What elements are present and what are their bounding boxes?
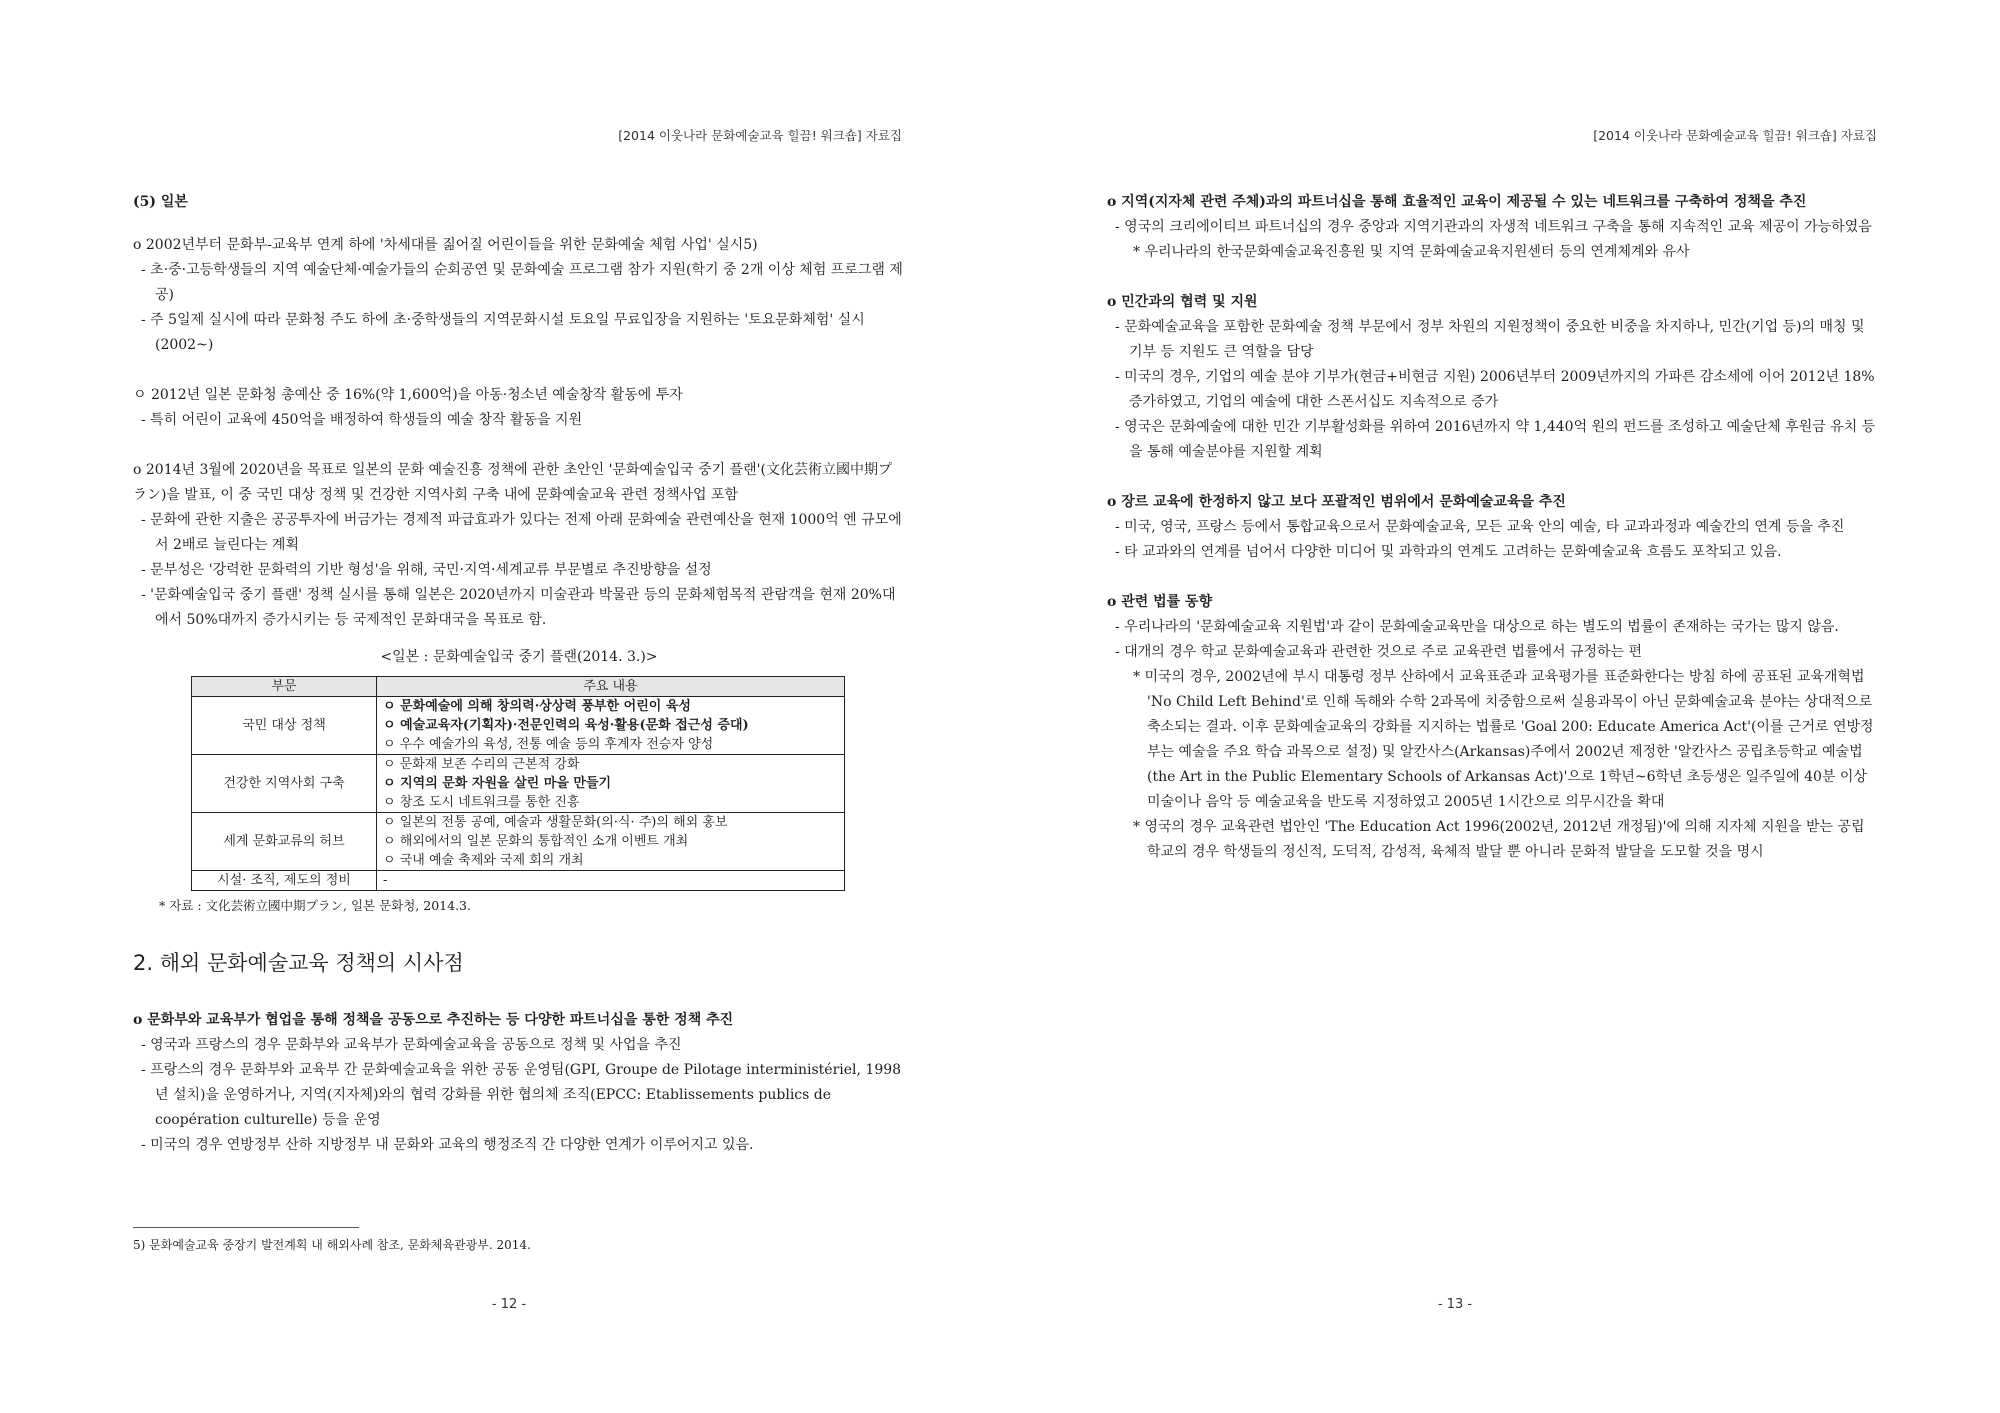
- content-line: ㅇ 창조 도시 네트워크를 통한 진흥: [383, 795, 580, 810]
- bullet-item: - 문부성은 '강력한 문화력의 기반 형성'을 위해, 국민·지역·세계교류 부문별로 추진방향을 설정: [141, 562, 712, 578]
- bullet-item: - 대개의 경우 학교 문화예술교육과 관련한 것으로 주로 교육관련 법률에서 규정하는 편: [1115, 644, 1643, 660]
- bullet-item: - 타 교과와의 연계를 넘어서 다양한 미디어 및 과학과의 연계도 고려하는 문화예술교육 흐름도 포착되고 있음.: [1115, 544, 1782, 560]
- content-line: ㅇ 문화예술에 의해 창의력·상상력 풍부한 어린이 육성: [383, 699, 691, 714]
- bullet-item: - 우리나라의 '문화예술교육 지원법'과 같이 문화예술교육만을 대상으로 하는 별도의 법률이 존재하는 국가는 많지 않음.: [1115, 619, 1839, 635]
- table-row: [192, 813, 845, 871]
- table-source: * 자료 : 文化芸術立國中期プラン, 일본 문화청, 2014.3.: [159, 898, 471, 913]
- page-content: [133, 190, 905, 1183]
- content-line: ㅇ 예술교육자(기획자)·전문인력의 육성·활용(문화 접근성 증대): [383, 718, 749, 733]
- bullet-item: - 영국은 문화예술에 대한 민간 기부활성화를 위하여 2016년까지 약 1,440억 원의 펀드를 조성하고 예술단체 후원금 유치 등을 통해 예술분야를 지원할 계획: [1115, 419, 1876, 460]
- table-caption: <일본 : 문화예술입국 중기 플랜(2014. 3.)>: [380, 649, 658, 665]
- policy-item: o 2014년 3월에 2020년을 목표로 일본의 문화 예술진흥 정책에 관한 초안인 '문화예술입국 중기 플랜'(文化芸術立國中期プラン)을 발표, 이 중 국민 대상 정책 및 건강한 지역사회 구축 내에 문화예술교육 관련 정책사업 포함: [133, 462, 892, 503]
- table-header-row: [192, 677, 845, 697]
- note-item: * 미국의 경우, 2002년에 부시 대통령 정부 산하에서 교육표준과 교육평가를 표준화한다는 방침 하에 공표된 교육개혁법 'No Child Left Behind'로 인해 독해와 수학 2과목에 치중함으로써 실용과목이 아닌 문화예술교육 분야는 상대적으로 축소되는 결과. 이후 문화예술교육의 강화를 지지하는 법률로 'Goal 200: Educate America Act'(이를 근거로 연방정부는 예술을 주요 학습 과목으로 설정) 및 알칸사스(Arkansas)주에서 2002년 제정한 '알칸사스 공립초등학교 예술법(the Art in the Public Elementary Schools of Arkansas Act)'으로 1학년~6학년 초등생은 일주일에 40분 이상 미술이나 음악 등 예술교육을 반도록 지정하였고 2005년 1시간으로 의무시간을 확대: [1133, 669, 1874, 810]
- page-content: [1107, 190, 1877, 890]
- section-title: 2. 해외 문화예술교육 정책의 시사점: [133, 951, 464, 975]
- sector-cell: 세계 문화교류의 허브: [192, 813, 377, 871]
- running-header: [2014 이웃나라 문화예술교육 힐끔! 워크숍] 자료집: [618, 128, 902, 143]
- policy-block: [1107, 590, 1877, 865]
- content-line: ㅇ 해외에서의 일본 문화의 통합적인 소개 이벤트 개최: [383, 834, 689, 849]
- policy-item: ㅇ 2012년 일본 문화청 총예산 중 16%(약 1,600억)을 아동·청소년 예술창작 활동에 투자: [133, 387, 683, 403]
- content-cell: [377, 755, 845, 813]
- bullet-item: - 문화예술교육을 포함한 문화예술 정책 부문에서 정부 차원의 지원정책이 중요한 비중을 차지하나, 민간(기업 등)의 매칭 및 기부 등 지원도 큰 역할을 담당: [1115, 319, 1865, 360]
- bullet-item: - 영국과 프랑스의 경우 문화부와 교육부가 문화예술교육을 공동으로 정책 및 사업을 추진: [141, 1037, 682, 1053]
- content-line: ㅇ 문화재 보존 수리의 근본적 강화: [383, 757, 580, 772]
- policy-item: o 관련 법률 동향: [1107, 594, 1213, 610]
- policy-item: o 민간과의 협력 및 지원: [1107, 294, 1258, 310]
- policy-item: o 2002년부터 문화부-교육부 연계 하에 '차세대를 짊어질 어린이들을 위한 문화예술 체험 사업' 실시5): [133, 237, 758, 253]
- content-line: -: [383, 873, 388, 888]
- running-header: [2014 이웃나라 문화예술교육 힐끔! 워크숍] 자료집: [1593, 128, 1877, 143]
- footnote-divider: [133, 1227, 359, 1228]
- content-line: ㅇ 우수 예술가의 육성, 전통 예술 등의 후계자 전승자 양성: [383, 737, 714, 752]
- policy-block: [133, 383, 905, 433]
- content-line: ㅇ 일본의 전통 공예, 예술과 생활문화(의·식· 주)의 해외 홍보: [383, 815, 728, 830]
- bullet-item: - 미국의 경우, 기업의 예술 분야 기부가(현금+비현금 지원) 2006년부터 2009년까지의 가파른 감소세에 이어 2012년 18% 증가하였고, 기업의 예술에 대한 스폰서십도 지속적으로 증가: [1115, 369, 1875, 410]
- content-cell: [377, 697, 845, 755]
- note-item: * 우리나라의 한국문화예술교육진흥원 및 지역 문화예술교육지원센터 등의 연계체계와 유사: [1133, 244, 1690, 260]
- page-13: [1000, 0, 2000, 1413]
- policy-block: [1107, 190, 1877, 265]
- sector-cell: 국민 대상 정책: [192, 697, 377, 755]
- table-row: [192, 871, 845, 891]
- policy-item: o 문화부와 교육부가 협업을 통해 정책을 공동으로 추진하는 등 다양한 파트너십을 통한 정책 추진: [133, 1012, 734, 1028]
- policy-block: [133, 1008, 905, 1158]
- table-row: [192, 697, 845, 755]
- sector-cell: 시설· 조직, 제도의 정비: [192, 871, 377, 891]
- content-cell: [377, 813, 845, 871]
- footnote: 5) 문화예술교육 중장기 발전계획 내 해외사례 참조, 문화체육관광부. 2014.: [133, 1238, 531, 1252]
- bullet-item: - 초·중·고등학생들의 지역 예술단체·예술가들의 순회공연 및 문화예술 프로그램 참가 지원(학기 중 2개 이상 체험 프로그램 제공): [141, 262, 903, 303]
- bullet-item: - 프랑스의 경우 문화부와 교육부 간 문화예술교육을 위한 공동 운영팀(GPI, Groupe de Pilotage interministériel, 1998년 설치)을 운영하거나, 지역(지자체)와의 협력 강화를 위한 협의체 조직(EPCC: Etablissements publics de coopération culturelle) 등을 운영: [141, 1062, 902, 1128]
- policy-block: [133, 458, 905, 633]
- content-line: ㅇ 국내 예술 축제와 국제 회의 개최: [383, 853, 584, 868]
- bullet-item: - 미국, 영국, 프랑스 등에서 통합교육으로서 문화예술교육, 모든 교육 안의 예술, 타 교과과정과 예술간의 연계 등을 추진: [1115, 519, 1845, 535]
- sector-cell: 건강한 지역사회 구축: [192, 755, 377, 813]
- bullet-item: - 특히 어린이 교육에 450억을 배정하여 학생들의 예술 창작 활동을 지원: [141, 412, 583, 428]
- policy-block: [1107, 290, 1877, 465]
- policy-item: o 지역(지자체 관련 주체)과의 파트너십을 통해 효율적인 교육이 제공될 수 있는 네트워크를 구축하여 정책을 추진: [1107, 194, 1807, 210]
- subsection-title: (5) 일본: [133, 194, 188, 210]
- table-header-cell: 부문: [192, 677, 377, 697]
- policy-item: o 장르 교육에 한정하지 않고 보다 포괄적인 범위에서 문화예술교육을 추진: [1107, 494, 1566, 510]
- bullet-item: - 문화에 관한 지출은 공공투자에 버금가는 경제적 파급효과가 있다는 전제 아래 문화예술 관련예산을 현재 1000억 엔 규모에서 2배로 늘린다는 계획: [141, 512, 902, 553]
- bullet-item: - 미국의 경우 연방정부 산하 지방정부 내 문화와 교육의 행정조직 간 다양한 연계가 이루어지고 있음.: [141, 1137, 754, 1153]
- content-cell: [377, 871, 845, 891]
- bullet-item: - 영국의 크리에이티브 파트너십의 경우 중앙과 지역기관과의 자생적 네트워크 구축을 통해 지속적인 교육 제공이 가능하였음: [1115, 219, 1872, 235]
- policy-block: [133, 233, 905, 358]
- table-header-cell: 주요 내용: [377, 677, 845, 697]
- note-item: * 영국의 경우 교육관련 법안인 'The Education Act 1996(2002년, 2012년 개정됨)'에 의해 지자체 지원을 받는 공립학교의 경우 학생들의 정신적, 도덕적, 감성적, 육체적 발달 뿐 아니라 문화적 발달을 도모할 것을 명시: [1133, 819, 1865, 860]
- bullet-item: - '문화예술입국 중기 플랜' 정책 실시를 통해 일본은 2020년까지 미술관과 박물관 등의 문화체험목적 관람객을 현재 20%대에서 50%대까지 증가시키는 등 국제적인 문화대국을 목표로 함.: [141, 587, 896, 628]
- bullet-item: - 주 5일제 실시에 따라 문화청 주도 하에 초·중학생들의 지역문화시설 토요일 무료입장을 지원하는 '토요문화체험' 실시(2002~): [141, 312, 865, 353]
- plan-table: [191, 676, 845, 891]
- table-row: [192, 755, 845, 813]
- policy-block: [1107, 490, 1877, 565]
- page-number: - 13 -: [1437, 1297, 1473, 1312]
- page-number: - 12 -: [491, 1297, 527, 1312]
- content-line: ㅇ 지역의 문화 자원을 살린 마을 만들기: [383, 776, 612, 791]
